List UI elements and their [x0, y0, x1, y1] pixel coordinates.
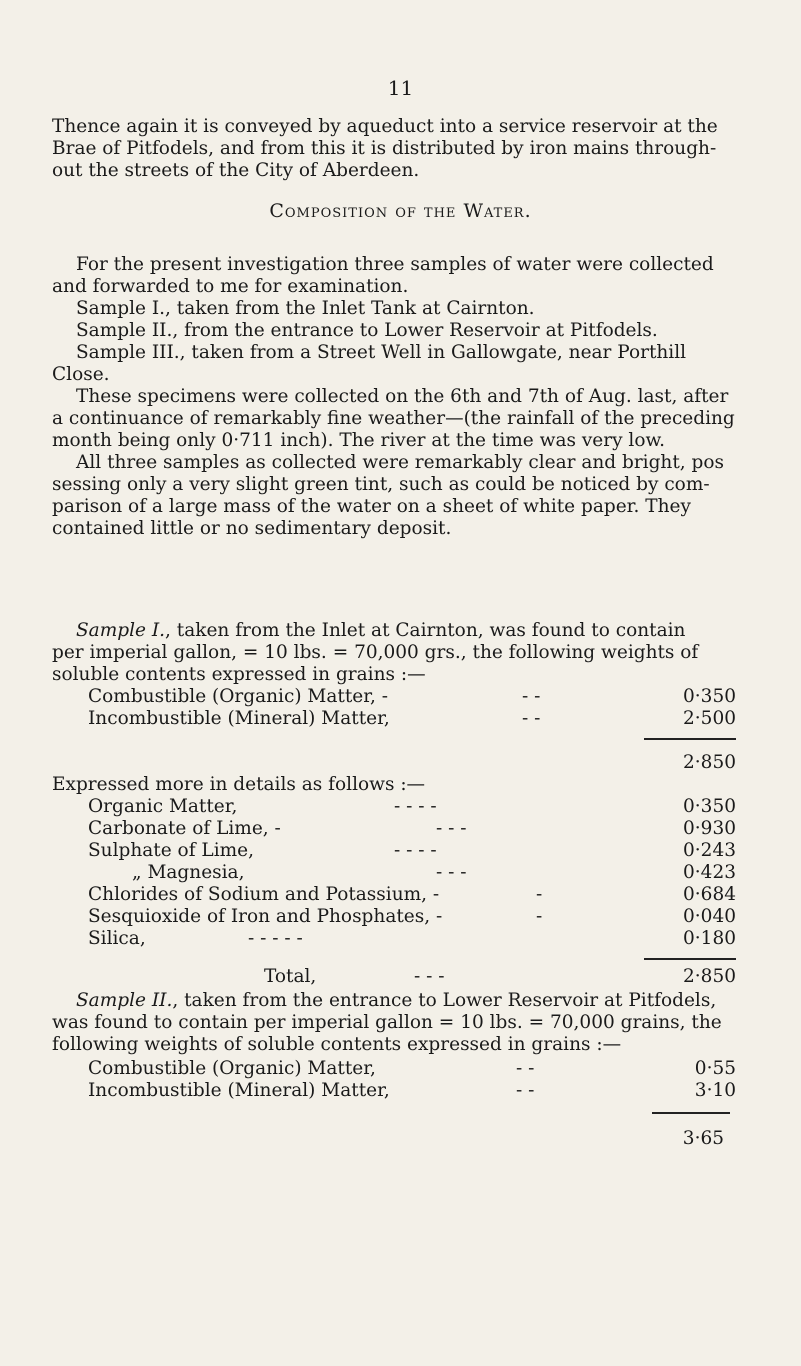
- row-value: 0·930: [683, 818, 736, 839]
- sum-rule: [644, 738, 736, 740]
- subtotal-value: 3·65: [682, 1128, 724, 1149]
- row-label: Sulphate of Lime,: [88, 840, 254, 861]
- sample1-text: , taken from the Inlet at Cairnton, was found to contain: [165, 620, 686, 641]
- text-line: sessing only a very slight green tint, such as could be noticed by com-: [52, 474, 710, 495]
- sample1-label: Sample I.: [76, 620, 166, 641]
- details-heading: [52, 774, 742, 796]
- sample-description: Sample III., taken from a Street Well in Gallowgate, near Porthill: [76, 342, 687, 363]
- text-line: and forwarded to me for examination.: [52, 276, 409, 297]
- table-row: [88, 1080, 748, 1104]
- text-line: soluble contents expressed in grains :—: [52, 664, 426, 685]
- row-label: Carbonate of Lime, -: [88, 818, 281, 839]
- row-dashes: - -: [522, 686, 541, 707]
- row-label: Sesquioxide of Iron and Phosphates, -: [88, 906, 443, 927]
- row-dashes: - -: [516, 1080, 535, 1101]
- text-line: Close.: [52, 364, 110, 385]
- row-dashes: - - - -: [394, 840, 437, 861]
- row-value: 0·350: [683, 796, 736, 817]
- text-line: Thence again it is conveyed by aqueduct into a service reservoir at the: [52, 116, 718, 137]
- row-dashes: - - - - -: [248, 928, 303, 949]
- sum-rule: [644, 958, 736, 960]
- subtotal-row: [88, 752, 748, 776]
- subtotal-row: [88, 1128, 748, 1152]
- row-dashes: - -: [516, 1058, 535, 1079]
- row-value: 0·423: [683, 862, 736, 883]
- sample2-paragraph: [52, 990, 742, 1056]
- row-dashes: -: [536, 906, 543, 927]
- text-line: All three samples as collected were remarkably clear and bright, pos: [76, 452, 725, 473]
- text-line: [52, 990, 742, 1012]
- total-row: [88, 966, 748, 990]
- section-heading: Composition of the Water.: [269, 200, 532, 222]
- row-label: Combustible (Organic) Matter,: [88, 1058, 376, 1079]
- total-dashes: - - -: [414, 966, 445, 987]
- table-row: [88, 928, 748, 952]
- text-line: Brae of Pitfodels, and from this it is distributed by iron mains through-: [52, 138, 717, 159]
- table-row: [88, 1058, 748, 1082]
- conditions-paragraph: [52, 386, 742, 540]
- text-line: month being only 0·711 inch). The river at the time was very low.: [52, 430, 666, 451]
- intro-paragraph: [52, 116, 742, 182]
- row-value: 0·243: [683, 840, 736, 861]
- row-label: Incombustible (Mineral) Matter,: [88, 1080, 390, 1101]
- text-line: contained little or no sedimentary deposit.: [52, 518, 452, 539]
- row-value: 0·180: [683, 928, 736, 949]
- row-dashes: - -: [522, 708, 541, 729]
- text-line: parison of a large mass of the water on a sheet of white paper. They: [52, 496, 691, 517]
- sum-rule: [652, 1112, 730, 1114]
- row-value: 0·55: [694, 1058, 736, 1079]
- table-row: [88, 840, 748, 864]
- row-label: Incombustible (Mineral) Matter,: [88, 708, 390, 729]
- row-value: 0·350: [683, 686, 736, 707]
- table-row: [88, 906, 748, 930]
- text-line: per imperial gallon, = 10 lbs. = 70,000 grs., the following weights of: [52, 642, 699, 663]
- table-row: [88, 884, 748, 908]
- table-row: [88, 686, 748, 710]
- collection-paragraph: [52, 254, 742, 386]
- row-value: 0·684: [683, 884, 736, 905]
- total-value: 2·850: [683, 966, 736, 987]
- sample-description: Sample II., from the entrance to Lower Reservoir at Pitfodels.: [76, 320, 658, 341]
- row-label: „ Magnesia,: [132, 862, 245, 883]
- row-dashes: - - -: [436, 862, 467, 883]
- sample2-label: Sample II.: [76, 990, 173, 1011]
- text-line: out the streets of the City of Aberdeen.: [52, 160, 420, 181]
- text-line: was found to contain per imperial gallon = 10 lbs. = 70,000 grains, the: [52, 1012, 722, 1033]
- row-dashes: - - - -: [394, 796, 437, 817]
- row-label: Silica,: [88, 928, 146, 949]
- table-row: [88, 862, 748, 886]
- text-line: For the present investigation three samples of water were collected: [76, 254, 714, 275]
- row-label: Chlorides of Sodium and Potassium, -: [88, 884, 440, 905]
- row-value: 2·500: [683, 708, 736, 729]
- text-line: Expressed more in details as follows :—: [52, 774, 426, 795]
- row-label: Combustible (Organic) Matter, -: [88, 686, 389, 707]
- text-line: a continuance of remarkably fine weather—(the rainfall of the preceding: [52, 408, 735, 429]
- page-number: 11: [387, 76, 414, 100]
- sample-description: Sample I., taken from the Inlet Tank at Cairnton.: [76, 298, 535, 319]
- total-label: Total,: [264, 966, 317, 987]
- row-dashes: -: [536, 884, 543, 905]
- table-row: [88, 818, 748, 842]
- row-value: 3·10: [694, 1080, 736, 1101]
- table-row: [88, 708, 748, 732]
- row-label: Organic Matter,: [88, 796, 238, 817]
- subtotal-value: 2·850: [683, 752, 736, 773]
- text-line: These specimens were collected on the 6th and 7th of Aug. last, after: [76, 386, 729, 407]
- row-value: 0·040: [683, 906, 736, 927]
- text-line: [52, 620, 742, 642]
- sample2-text: , taken from the entrance to Lower Reservoir at Pitfodels,: [172, 990, 717, 1011]
- row-dashes: - - -: [436, 818, 467, 839]
- table-row: [88, 796, 748, 820]
- sample1-paragraph: [52, 620, 742, 686]
- text-line: following weights of soluble contents expressed in grains :—: [52, 1034, 622, 1055]
